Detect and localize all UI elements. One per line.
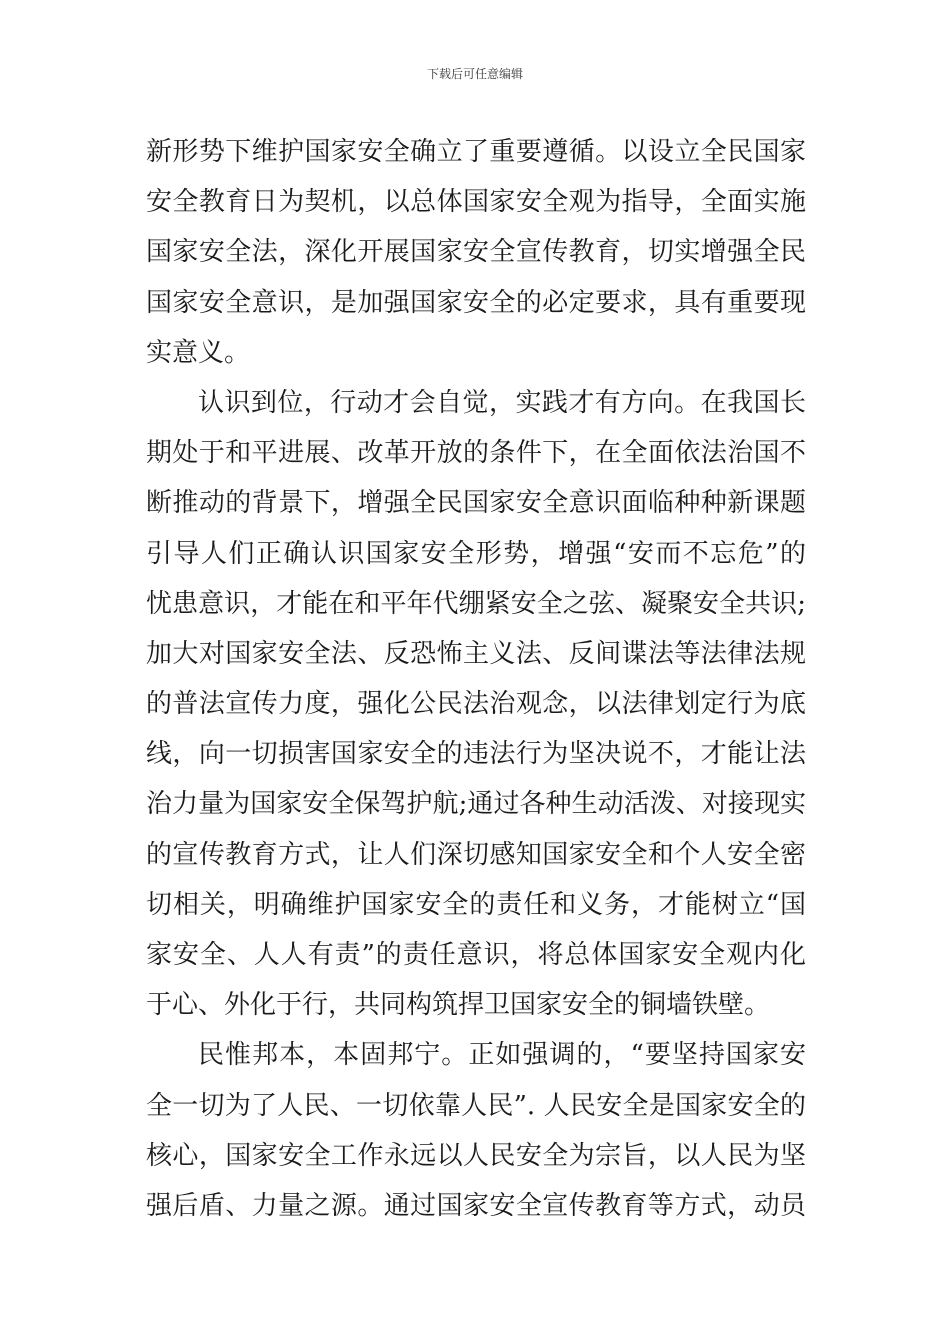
- text-line: 国家安全法，深化开展国家安全宣传教育，切实增强全民: [146, 237, 806, 268]
- text-line: 实意义。: [146, 337, 251, 368]
- page-header: 下载后可任意编辑: [426, 67, 523, 81]
- text-line: 国家安全意识，是加强国家安全的必定要求，具有重要现: [146, 287, 806, 318]
- text-line: 于心、外化于行，共同构筑捍卫国家安全的铜墙铁壁。: [146, 990, 771, 1021]
- text-line: 切相关，明确维护国家安全的责任和义务，才能树立“国: [146, 889, 806, 920]
- text-line: 的宣传教育方式，让人们深切感知国家安全和个人安全密: [146, 839, 806, 870]
- text-line: 期处于和平进展、改革开放的条件下，在全面依法治国不: [146, 438, 806, 469]
- text-line: 强后盾、力量之源。通过国家安全宣传教育等方式，动员: [146, 1190, 806, 1221]
- text-line: 新形势下维护国家安全确立了重要遵循。以设立全民国家: [146, 137, 806, 167]
- text-line: 安全教育日为契机，以总体国家安全观为指导，全面实施: [146, 187, 806, 218]
- text-line: 加大对国家安全法、反恐怖主义法、反间谍法等法律法规: [146, 638, 806, 669]
- text-line: 治力量为国家安全保驾护航;通过各种生动活泼、对接现实: [146, 789, 806, 820]
- text-line: 线，向一切损害国家安全的违法行为坚决说不，才能让法: [146, 739, 806, 770]
- paragraph-first-line: 民惟邦本，本固邦宁。正如强调的，“要坚持国家安: [198, 1040, 806, 1071]
- text-line: 的普法宣传力度，强化公民法治观念，以法律划定行为底: [146, 689, 806, 720]
- paragraph-first-line: 认识到位，行动才会自觉，实践才有方向。在我国长: [198, 387, 806, 418]
- text-line: 核心，国家安全工作永远以人民安全为宗旨，以人民为坚: [146, 1140, 806, 1171]
- body-text: [146, 127, 806, 1231]
- text-line: 引导人们正确认识国家安全形势，增强“安而不忘危”的: [146, 538, 806, 569]
- text-line: 忧患意识，才能在和平年代绷紧安全之弦、凝聚安全共识;: [146, 588, 806, 619]
- text-line: 家安全、人人有责”的责任意识，将总体国家安全观内化: [146, 940, 806, 970]
- text-line: 全一切为了人民、一切依靠人民”. 人民安全是国家安全的: [146, 1090, 806, 1121]
- text-line: 断推动的背景下，增强全民国家安全意识面临种种新课题: [146, 488, 806, 519]
